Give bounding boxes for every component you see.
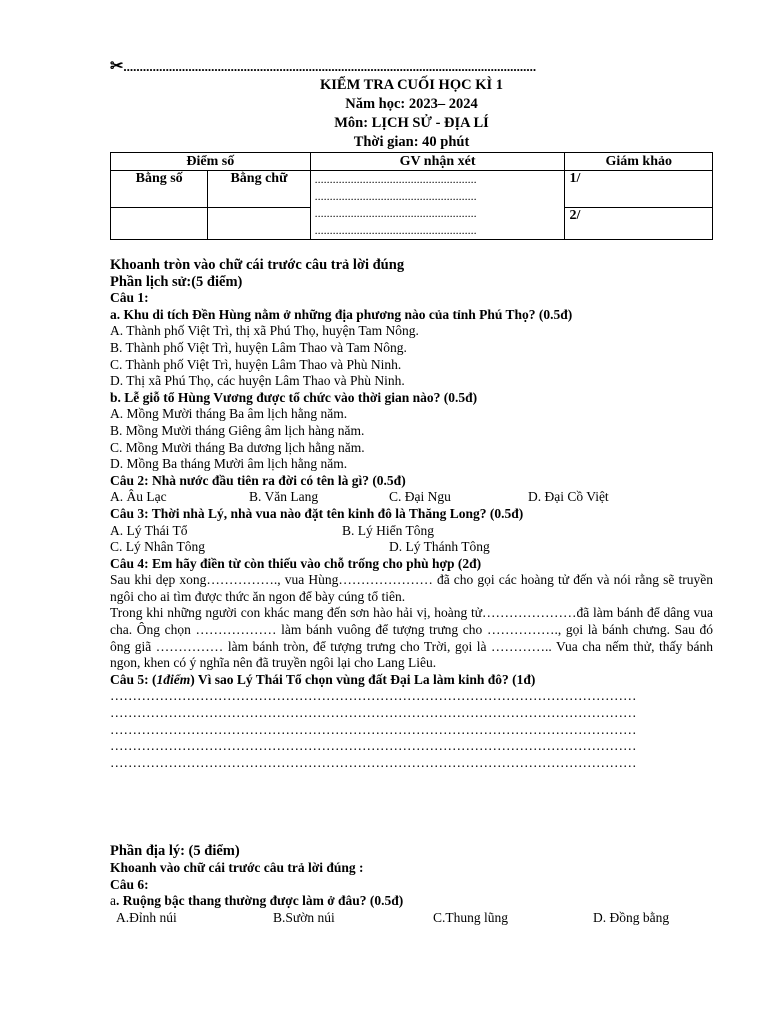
examiner-2: 2/ (565, 208, 713, 240)
q1b-option-a[interactable]: A. Mồng Mười tháng Ba âm lịch hằng năm. (110, 406, 348, 422)
exam-time: Thời gian: 40 phút (353, 134, 470, 150)
q6-label: Câu 6: (110, 876, 149, 892)
q4-question: Câu 4: Em hãy điền từ còn thiếu vào chỗ trống cho phù hợp (2đ) (110, 555, 482, 571)
q2-options (110, 489, 713, 506)
exam-page (110, 58, 713, 926)
geography-instruction: Khoanh vào chữ cái trước câu trả lời đúng : (110, 860, 364, 875)
comment-dots: ...................................................... (314, 172, 477, 186)
geography-title: Phần địa lý: (5 điểm) (110, 843, 240, 860)
q5-answer-line[interactable]: ……………………………………………………………………………………………………… (110, 721, 637, 737)
q6a-option-a[interactable]: A.Đỉnh núi (116, 909, 177, 925)
examiner-header: Giám khảo (565, 153, 713, 171)
q6a-option-c[interactable]: C.Thung lũng (433, 909, 509, 925)
score-words-cell[interactable] (208, 208, 310, 240)
comment-dots: ...................................................... (314, 206, 477, 220)
q1a-question: a. Khu di tích Đền Hùng nằm ở những địa phương nào của tỉnh Phú Thọ? (0.5đ) (110, 306, 573, 322)
q5-answer-line[interactable]: ……………………………………………………………………………………………………… (110, 738, 637, 754)
q3-options-row2 (110, 539, 713, 556)
q1a-option-c[interactable]: C. Thành phố Việt Trì, huyện Lâm Thao và Phù Ninh. (110, 356, 402, 372)
score-header: Điểm số (111, 153, 311, 171)
q1-label: Câu 1: (110, 290, 149, 306)
score-number-cell[interactable] (111, 208, 208, 240)
q5-question: Câu 5: (1điểm) Vì sao Lý Thái Tổ chọn vùng đất Đại La làm kinh đô? (1đ) (110, 671, 536, 687)
score-words-label: Bằng chữ (208, 171, 310, 208)
q4-paragraph-2: Trong khi những người con khác mang đến sơn hào hải vị, hoàng tử…………………đã làm bánh để dâng vua cha. Ông chọn ……………… làm bánh vuông để tượng trưng cho ……………., gọi là bánh chưng. Sau đó ông giã …………… làm bánh tròn, để tượng trưng cho Trời, gọi là ………….. Vua cha nếm thử, thấy bánh ngon, khen có ý nghĩa nên đã truyền ngôi lại cho Lang Liêu. (110, 605, 713, 671)
comment-cell (310, 171, 565, 240)
q1a-option-b[interactable]: B. Thành phố Việt Trì, huyện Lâm Thao và Tam Nông. (110, 339, 407, 355)
q3-option-d[interactable]: D. Lý Thánh Tông (389, 539, 490, 555)
q2-option-b[interactable]: B. Văn Lang (249, 489, 319, 505)
q3-option-a[interactable]: A. Lý Thái Tổ (110, 522, 188, 538)
q1b-option-c[interactable]: C. Mồng Mười tháng Ba dương lịch hằng năm. (110, 439, 365, 455)
cut-line: ✂............................................................................................................................... (110, 58, 537, 75)
q5-answer-line[interactable]: ……………………………………………………………………………………………………… (110, 705, 637, 721)
comment-dots: ...................................................... (314, 223, 477, 237)
history-title: Phần lịch sử:(5 điểm) (110, 273, 243, 290)
score-table (110, 152, 713, 240)
comment-header: GV nhận xét (310, 153, 565, 171)
q3-question: Câu 3: Thời nhà Lý, nhà vua nào đặt tên kinh đô là Thăng Long? (0.5đ) (110, 505, 524, 521)
instruction: Khoanh tròn vào chữ cái trước câu trả lời đúng (110, 257, 405, 273)
q6a-option-b[interactable]: B.Sườn núi (273, 909, 335, 925)
exam-title: KIỂM TRA CUỐI HỌC KÌ 1 (319, 77, 504, 93)
q3-options-row1 (110, 523, 713, 540)
school-year: Năm học: 2023– 2024 (345, 96, 478, 112)
q2-option-d[interactable]: D. Đại Cồ Việt (528, 489, 609, 505)
scissors-icon: ✂ (110, 58, 124, 75)
q1b-option-d[interactable]: D. Mồng Ba tháng Mười âm lịch hằng năm. (110, 456, 348, 472)
q1b-option-b[interactable]: B. Mồng Mười tháng Giêng âm lịch hàng năm. (110, 422, 365, 438)
q1b-question: b. Lễ giỗ tổ Hùng Vương được tổ chức vào thời gian nào? (0.5đ) (110, 389, 478, 405)
score-number-label: Bằng số (111, 171, 208, 208)
q4-paragraph-1: Sau khi dẹp xong……………., vua Hùng………………… đã cho gọi các hoàng tử đến và nói rằng sẽ truyền ngôi cho ai tìm được thức ăn ngon để bày cúng tổ tiên. (110, 572, 713, 604)
subject: Môn: LỊCH SỬ - ĐỊA LÍ (334, 115, 489, 131)
q6a-question: a. Ruộng bậc thang thường được làm ở đâu? (0.5đ) (110, 893, 404, 909)
q3-option-b[interactable]: B. Lý Hiển Tông (342, 522, 434, 538)
examiner-1: 1/ (565, 171, 713, 208)
q1a-option-a[interactable]: A. Thành phố Việt Trì, thị xã Phú Thọ, huyện Tam Nông. (110, 323, 419, 339)
q6a-option-d[interactable]: D. Đồng bằng (593, 909, 670, 925)
q6a-options (110, 910, 713, 927)
q5-answer-line[interactable]: ……………………………………………………………………………………………………… (110, 754, 637, 770)
q2-option-c[interactable]: C. Đại Ngu (389, 489, 451, 505)
q1a-option-d[interactable]: D. Thị xã Phú Thọ, các huyện Lâm Thao và Phù Ninh. (110, 373, 405, 389)
q2-question: Câu 2: Nhà nước đầu tiên ra đời có tên là gì? (0.5đ) (110, 472, 406, 488)
q5-answer-line[interactable]: ……………………………………………………………………………………………………… (110, 688, 637, 704)
comment-dots: ...................................................... (314, 189, 477, 203)
q3-option-c[interactable]: C. Lý Nhân Tông (110, 539, 205, 555)
q2-option-a[interactable]: A. Âu Lạc (110, 489, 167, 505)
